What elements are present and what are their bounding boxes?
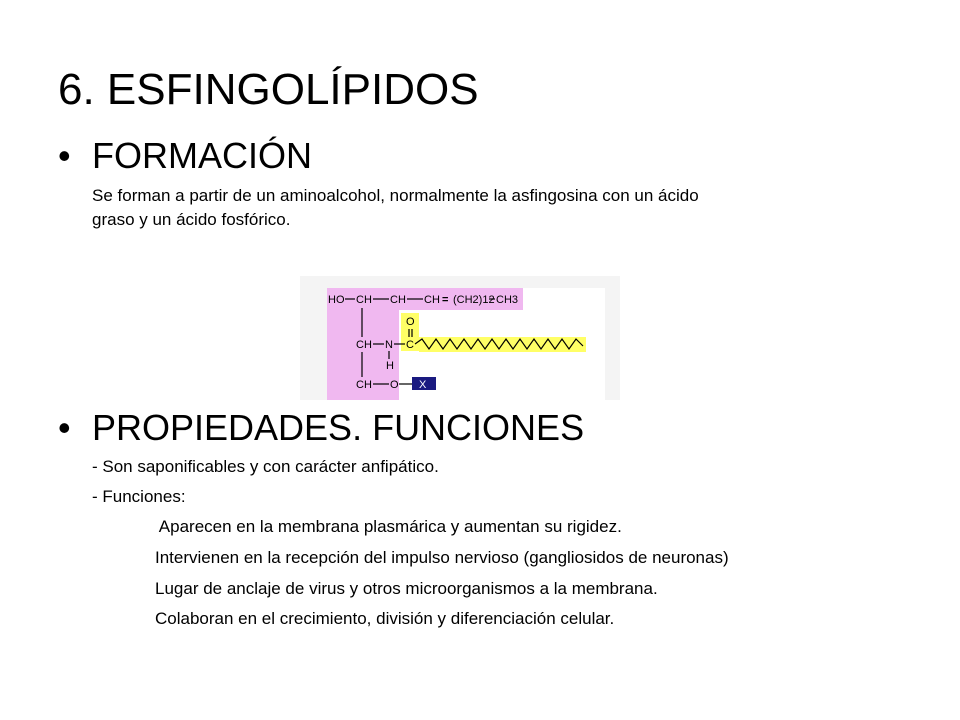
slide-title: 6. ESFINGOLÍPIDOS xyxy=(58,65,479,114)
label-ch2-chain: (CH2)12 xyxy=(453,294,495,306)
sphingolipid-structure-diagram xyxy=(300,276,620,400)
label-ch3: CH3 xyxy=(496,294,519,306)
bullet-point: • xyxy=(58,407,71,448)
label-o: O xyxy=(390,379,399,391)
function-item: Intervienen en la recepción del impulso nervioso (gangliosidos de neuronas) xyxy=(155,548,729,567)
label-h: H xyxy=(386,360,394,372)
label-ch-2: CH xyxy=(390,294,406,306)
label-x: X xyxy=(419,379,427,391)
label-carbonyl-o: O xyxy=(406,316,415,328)
function-item: Aparecen en la membrana plasmárica y aumentan su rigidez. xyxy=(155,517,622,536)
formacion-text-line-2: graso y un ácido fosfórico. xyxy=(92,210,291,229)
label-ch-3: CH xyxy=(424,294,440,306)
propiedades-line-1: - Son saponificables y con carácter anfipático. xyxy=(92,457,439,476)
label-ho: HO xyxy=(328,294,345,306)
function-item: Colaboran en el crecimiento, división y diferenciación celular. xyxy=(155,609,615,628)
heading-text: FORMACIÓN xyxy=(92,135,312,176)
heading-text: PROPIEDADES. FUNCIONES xyxy=(92,407,585,448)
formacion-text-line-1: Se forman a partir de un aminoalcohol, normalmente la asfingosina con un ácido xyxy=(92,186,699,205)
label-n: N xyxy=(385,339,393,351)
function-item: Lugar de anclaje de virus y otros microorganismos a la membrana. xyxy=(155,579,658,598)
label-c: C xyxy=(406,339,414,351)
label-double-bond: = xyxy=(442,294,449,306)
section-propiedades-heading xyxy=(58,407,584,449)
label-ch-row3: CH xyxy=(356,379,372,391)
label-ch-row2: CH xyxy=(356,339,372,351)
propiedades-line-2: - Funciones: xyxy=(92,487,186,506)
bullet-point: • xyxy=(58,135,71,176)
section-formacion-heading xyxy=(58,135,312,177)
label-ch-1: CH xyxy=(356,294,372,306)
